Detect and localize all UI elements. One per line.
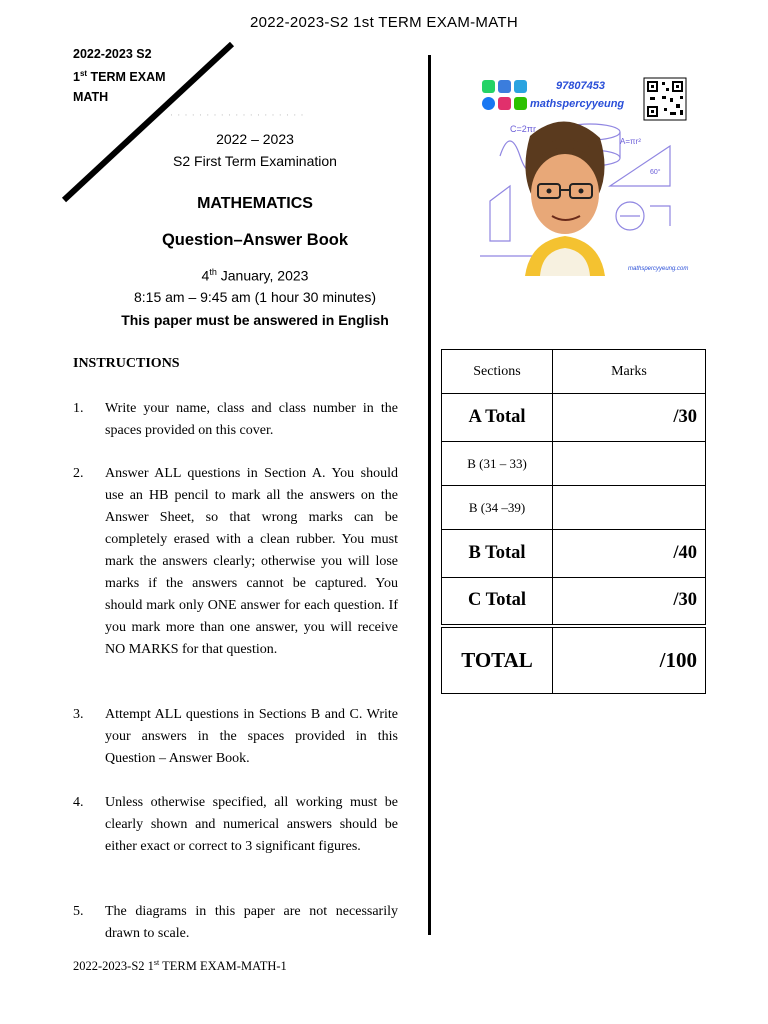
footer-sup: st: [153, 958, 160, 967]
instruction-text: Attempt ALL questions in Sections B and C. Write your answers in the spaces provided in this Question – Answer Book.: [105, 707, 398, 766]
instruction-item: [73, 792, 398, 858]
table-row: [442, 530, 706, 578]
section-marks-blank: [553, 486, 706, 530]
instruction-number: 5.: [73, 904, 84, 919]
instruction-item: [73, 398, 398, 442]
column-header-marks: Marks: [553, 350, 706, 394]
book-type: Question–Answer Book: [161, 231, 349, 249]
section-label: A Total: [442, 394, 553, 442]
subject-title: MATHEMATICS: [197, 195, 313, 212]
section-label: B (34 –39): [442, 486, 553, 530]
instruction-number: 4.: [73, 795, 84, 810]
corner-label-line3: MATH: [73, 90, 109, 105]
instruction-text: Write your name, class and class number in the spaces provided on this cover.: [105, 401, 398, 438]
section-label: C Total: [442, 578, 553, 626]
corner-label-sup: st: [79, 69, 88, 78]
corner-label-line1: 2022-2023 S2: [73, 47, 152, 61]
school-year: 2022 – 2023: [216, 131, 294, 147]
instagram-icon: [498, 97, 511, 110]
instruction-text: Unless otherwise specified, all working must be clearly shown and numerical answers should be either exact or correct to 3 significant figures.: [105, 795, 398, 854]
section-marks: /30: [553, 394, 706, 442]
exam-time: 8:15 am – 9:45 am (1 hour 30 minutes): [133, 289, 377, 305]
faded-school-name: · · · · · · · · · · · · · · · · · · ·: [170, 110, 305, 120]
table-row: [442, 486, 706, 530]
svg-text:60°: 60°: [650, 169, 661, 176]
date-day: 4: [201, 267, 210, 284]
table-row: [442, 442, 706, 486]
cartoon-avatar: [525, 121, 605, 276]
column-header-sections: Sections: [442, 350, 553, 394]
page-footer: [73, 958, 287, 974]
table-row: [442, 578, 706, 626]
instruction-number: 1.: [73, 401, 84, 416]
footer-prefix: 2022-2023-S2 1: [73, 959, 154, 974]
instruction-text: Answer ALL questions in Section A. You should use an HB pencil to mark all the answers on the Answer Sheet, so that wrong marks can be completely erased with a clean rubber. You must mark the answers clearly; otherwise you will lose marks if the answers cannot be captured. You should mark only ONE answer for each question. If you mark more than one answer, you will receive NO MARKS for that question.: [105, 466, 398, 657]
exam-date: [80, 267, 430, 284]
language-note: This paper must be answered in English: [121, 312, 389, 328]
phone-number: 97807453: [556, 80, 605, 92]
instruction-text: The diagrams in this paper are not necessarily drawn to scale.: [105, 904, 398, 941]
wechat-icon: [514, 97, 527, 110]
social-handle: mathspercyyeung: [530, 98, 625, 110]
total-row: [442, 626, 706, 694]
facebook-icon: [482, 97, 495, 110]
date-rest: January, 2023: [216, 267, 309, 284]
svg-text:A=πr²: A=πr²: [620, 137, 641, 146]
vertical-divider: [428, 55, 431, 935]
signal-icon: [498, 80, 511, 93]
instruction-number: 3.: [73, 707, 84, 722]
instruction-item: [73, 463, 398, 661]
section-marks: /30: [553, 578, 706, 626]
website-url: mathspercyyeung.com: [628, 266, 689, 272]
diagonal-slash-line: [60, 42, 240, 207]
total-marks: /100: [553, 626, 706, 694]
instruction-item: [73, 704, 398, 770]
footer-suffix: TERM EXAM-MATH-1: [159, 959, 287, 974]
instruction-item: [73, 901, 398, 945]
corner-label-text: TERM EXAM: [87, 70, 166, 85]
whatsapp-icon: [482, 80, 495, 93]
instruction-number: 2.: [73, 466, 84, 481]
date-sup: th: [209, 267, 217, 277]
section-marks-blank: [553, 442, 706, 486]
svg-text:C=2πr: C=2πr: [510, 124, 536, 134]
marks-table-header-row: [442, 350, 706, 394]
marks-table: [441, 349, 706, 694]
table-row: [442, 394, 706, 442]
corner-label-num: 1: [73, 70, 80, 85]
section-label: B Total: [442, 530, 553, 578]
instructions-title: INSTRUCTIONS: [73, 356, 180, 371]
section-label: B (31 – 33): [442, 442, 553, 486]
page-header-title: 2022-2023-S2 1st TERM EXAM-MATH: [250, 14, 518, 31]
qr-code-icon: [644, 78, 686, 120]
telegram-icon: [514, 80, 527, 93]
total-label: TOTAL: [442, 626, 553, 694]
exam-name: S2 First Term Examination: [173, 153, 337, 169]
section-marks: /40: [553, 530, 706, 578]
